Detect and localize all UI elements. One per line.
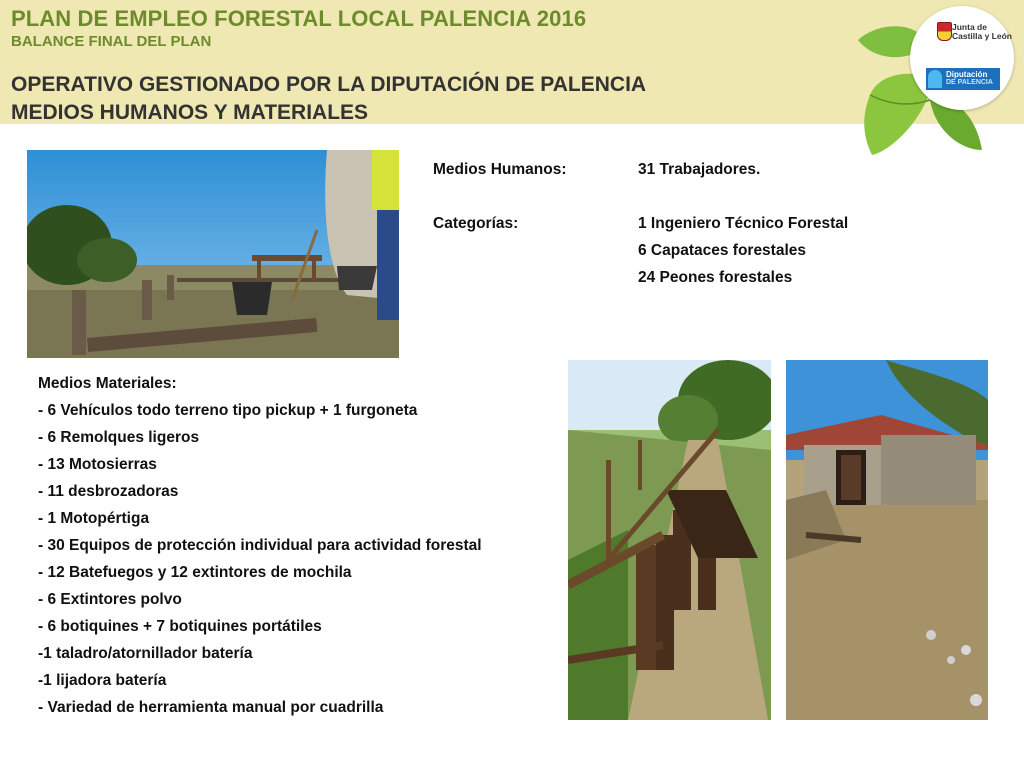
list-item: - 6 Extintores polvo	[38, 591, 182, 608]
list-item: 1 Ingeniero Técnico Forestal	[638, 215, 849, 232]
categorias-label: Categorías:	[433, 215, 519, 232]
junta-logo-text: Junta de Castilla y León	[952, 22, 1012, 41]
photo-stone-building	[786, 360, 988, 720]
list-item: - 1 Motopértiga	[38, 510, 150, 527]
institutional-logo	[850, 0, 1024, 165]
junta-shield-icon	[937, 22, 952, 41]
list-item: - 11 desbrozadoras	[38, 483, 179, 500]
list-item: -1 lijadora batería	[38, 672, 167, 689]
list-item: 24 Peones forestales	[638, 269, 793, 286]
list-item: 6 Capataces forestales	[638, 242, 807, 259]
list-item: - 6 Vehículos todo terreno tipo pickup + 1 furgoneta	[38, 402, 418, 419]
diputacion-arch-icon	[928, 70, 942, 88]
list-item: - 30 Equipos de protección individual para actividad forestal	[38, 537, 482, 554]
list-item: - Variedad de herramienta manual por cuadrilla	[38, 699, 384, 716]
medios-humanos-label: Medios Humanos:	[433, 161, 567, 178]
list-item: -1 taladro/atornillador batería	[38, 645, 253, 662]
list-item: - 12 Batefuegos y 12 extintores de mochila	[38, 564, 352, 581]
categorias-list	[638, 215, 848, 296]
diputacion-logo: Diputación DE PALENCIA	[926, 68, 1000, 90]
photo-worksite	[27, 150, 399, 358]
list-item: - 13 Motosierras	[38, 456, 157, 473]
list-item: - 6 Remolques ligeros	[38, 429, 200, 446]
medios-materiales-title: Medios Materiales:	[38, 375, 177, 392]
section-heading-medios: MEDIOS HUMANOS Y MATERIALES	[11, 101, 369, 124]
trabajadores-value: 31 Trabajadores.	[638, 161, 761, 178]
list-item: - 6 botiquines + 7 botiquines portátiles	[38, 618, 322, 635]
materiales-list	[38, 402, 482, 726]
section-heading-operativo: OPERATIVO GESTIONADO POR LA DIPUTACIÓN DE PALENCIA	[11, 73, 647, 96]
photo-fence-path	[568, 360, 771, 720]
logo-circle	[910, 6, 1014, 110]
page-subtitle: BALANCE FINAL DEL PLAN	[11, 33, 212, 50]
page-title: PLAN DE EMPLEO FORESTAL LOCAL PALENCIA 2016	[11, 6, 587, 31]
